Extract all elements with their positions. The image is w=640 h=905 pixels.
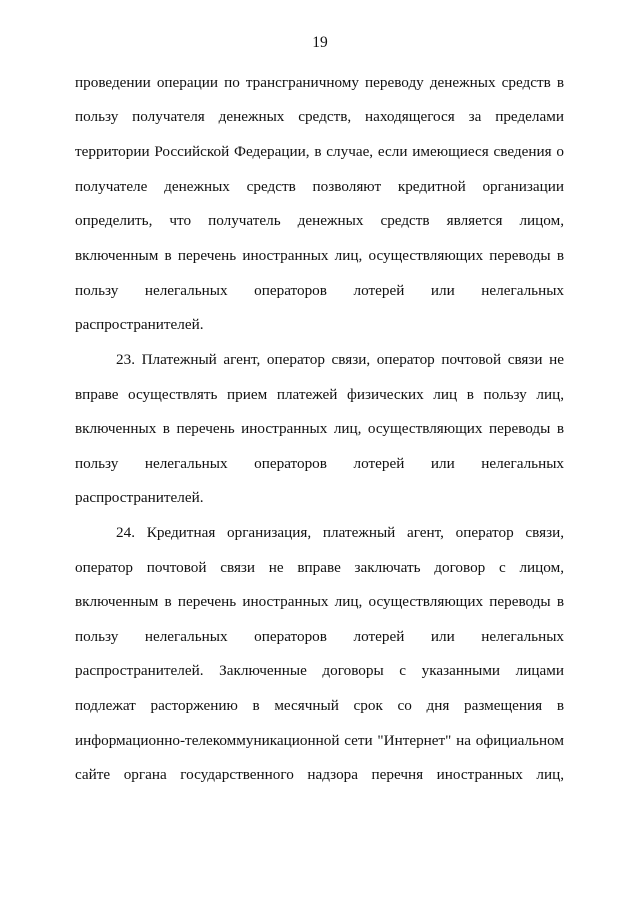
text-line: подлежат расторжению в месячный срок со дня размещения в: [75, 697, 564, 714]
text-line: включенным в перечень иностранных лиц, осуществляющих переводы в: [75, 247, 564, 264]
text-line: информационно-телекоммуникационной сети "Интернет" на официальном: [75, 732, 564, 749]
text-line: распространителей.: [75, 316, 204, 333]
text-line: включенным в перечень иностранных лиц, осуществляющих переводы в: [75, 593, 564, 610]
text-line: распространителей.: [75, 489, 204, 506]
paragraph-24-start: 24. Кредитная организация, платежный агент, оператор связи,: [116, 524, 564, 541]
page-number: 19: [312, 34, 328, 51]
text-line: распространителей. Заключенные договоры с указанными лицами: [75, 662, 564, 679]
text-line: определить, что получатель денежных средств является лицом,: [75, 212, 564, 229]
text-line: пользу нелегальных операторов лотерей или нелегальных: [75, 628, 564, 645]
text-line: пользу нелегальных операторов лотерей или нелегальных: [75, 455, 564, 472]
paragraph-23-start: 23. Платежный агент, оператор связи, оператор почтовой связи не: [116, 351, 564, 368]
text-line: сайте органа государственного надзора перечня иностранных лиц,: [75, 766, 564, 783]
text-line: включенных в перечень иностранных лиц, осуществляющих переводы в: [75, 420, 564, 437]
text-line: пользу получателя денежных средств, находящегося за пределами: [75, 108, 564, 125]
text-line: получателе денежных средств позволяют кредитной организации: [75, 178, 564, 195]
text-line: пользу нелегальных операторов лотерей или нелегальных: [75, 282, 564, 299]
text-line: проведении операции по трансграничному переводу денежных средств в: [75, 74, 564, 91]
text-line: территории Российской Федерации, в случае, если имеющиеся сведения о: [75, 143, 564, 160]
text-line: оператор почтовой связи не вправе заключать договор с лицом,: [75, 559, 564, 576]
text-line: вправе осуществлять прием платежей физических лиц в пользу лиц,: [75, 386, 564, 403]
